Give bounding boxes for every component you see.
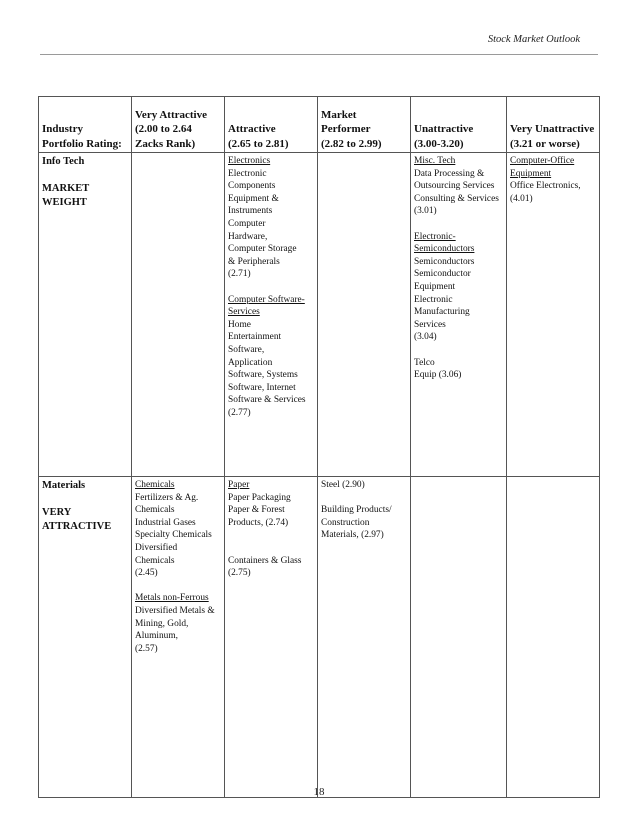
industry-name: Materials [42,480,86,491]
industry-group-line: Construction [321,517,370,528]
rating-line: ATTRACTIVE [42,521,112,532]
table-header-row [39,97,600,153]
rating-cell [318,477,411,798]
industry-group-line: Containers & Glass [228,555,302,566]
industry-group [414,357,503,382]
industry-group-line: Products, (2.74) [228,517,289,528]
portfolio-rating [42,506,128,534]
industry-group-line: Home [228,319,251,330]
column-header [132,97,225,153]
column-header-line: Portfolio Rating: [42,137,122,150]
industry-group-line: Chemicals [135,505,175,516]
industry-group-line: Services [414,319,446,330]
industry-group-title: Paper [228,480,250,490]
industry-group-line: Data Processing & [414,168,485,179]
industry-group-line: Steel (2.90) [321,480,365,490]
industry-group-line: Software, Internet [228,382,296,393]
industry-group [510,155,596,205]
rating-line: VERY [42,507,72,518]
industry-group-line: Software, Systems [228,370,298,381]
industry-group-title: Services [228,307,260,318]
industry-group-line: Materials, (2.97) [321,530,384,541]
header-rule [40,54,598,55]
rating-cell [225,477,318,798]
industry-group-title: Chemicals [135,480,175,490]
industry-group-line: Software, [228,344,265,355]
industry-group-line: (2.77) [228,407,251,418]
industry-rating-table [38,96,600,798]
industry-group-line: Equipment & [228,193,279,204]
industry-group [228,479,314,529]
rating-cell [225,153,318,477]
industry-group-line: Hardware, [228,231,268,242]
rating-cell [132,153,225,477]
industry-group-line: Computer [228,218,266,229]
industry-group-line: (2.75) [228,568,251,579]
industry-group-line: (2.57) [135,643,158,654]
column-header-line: Very Unattractive [510,123,595,135]
industry-group-line: (4.01) [510,193,533,204]
column-header-line: (2.00 to 2.64 [135,123,192,135]
column-header [39,97,132,153]
running-head: Stock Market Outlook [487,34,580,45]
column-header-line: (3.21 or worse) [510,137,580,150]
column-header [411,97,507,153]
industry-group-line: Diversified Metals & [135,605,215,616]
industry-group-line: Equipment [414,281,456,292]
column-header-line: Very Attractive [135,108,207,121]
industry-group-line: Specialty Chemicals [135,530,212,541]
rating-cell [507,477,600,798]
industry-group [414,231,503,344]
industry-group-title: Misc. Tech [414,156,456,166]
industry-group-line: (2.71) [228,269,251,280]
industry-group [228,542,314,580]
industry-cell [39,153,132,477]
industry-group [228,155,314,281]
industry-group-line: Equip (3.06) [414,370,462,381]
industry-group-line: Software & Services [228,395,306,406]
column-header-line: Market [321,108,357,121]
table-row [39,477,600,798]
industry-group-title: Electronics [228,156,271,166]
rating-cell [507,153,600,477]
industry-group-line: Telco [414,357,435,368]
industry-group-line: Building Products/ [321,505,392,516]
industry-group-line: Manufacturing [414,307,470,318]
column-header-line: Unattractive [414,123,474,135]
industry-group-line: Instruments [228,206,273,217]
column-header-line: Zacks Rank) [135,137,196,150]
column-header-line: (2.82 to 2.99) [321,137,382,150]
industry-group-line: Mining, Gold, [135,618,189,629]
industry-cell [39,477,132,798]
industry-group-title: Equipment [510,168,552,179]
column-header [225,97,318,153]
industry-group-line: Consulting & Services [414,193,499,204]
industry-group-line: Diversified [135,542,178,553]
industry-group-line: Office Electronics, [510,181,581,192]
industry-group-line: Chemicals [135,555,175,566]
page-number: 18 [313,786,325,798]
column-header-line: Performer [321,123,371,135]
table-row [39,153,600,477]
industry-name: Info Tech [42,156,85,167]
industry-group-title: Computer-Office [510,156,575,166]
industry-group [321,479,407,492]
industry-group-line: Electronic [414,294,453,305]
rating-cell [411,477,507,798]
industry-group-line: Semiconductor [414,269,471,280]
industry-group-line: Paper & Forest [228,505,285,516]
industry-group-line: Industrial Gases [135,517,196,528]
industry-group [228,294,314,420]
rating-cell [318,153,411,477]
industry-group-line: Entertainment [228,332,282,343]
rating-cell [411,153,507,477]
industry-group [135,592,221,655]
industry-group-line [228,542,314,555]
industry-group-line: Paper Packaging [228,492,291,503]
industry-group-line: Outsourcing Services [414,181,495,192]
industry-group [135,479,221,580]
portfolio-rating [42,182,128,210]
industry-group-line: & Peripherals [228,256,280,267]
industry-group-title: Electronic- [414,231,456,242]
rating-line: WEIGHT [42,197,87,208]
industry-group-title: Computer Software- [228,294,305,305]
industry-group-line: Components [228,181,276,192]
industry-group-line: (2.45) [135,568,158,579]
industry-group-line: Semiconductors [414,256,475,267]
industry-group-line: Computer Storage [228,244,297,255]
industry-group [321,504,407,542]
industry-group [414,155,503,218]
column-header-line: Industry [42,123,83,135]
industry-group-line: (3.01) [414,206,437,217]
industry-group-line: Aluminum, [135,631,178,642]
industry-group-line: (3.04) [414,332,437,343]
column-header [318,97,411,153]
column-header [507,97,600,153]
column-header-line: (3.00-3.20) [414,137,464,150]
industry-group-line: Electronic [228,168,267,179]
industry-group-line: Fertilizers & Ag. [135,492,199,503]
rating-cell [132,477,225,798]
rating-line: MARKET [42,183,90,194]
column-header-line: (2.65 to 2.81) [228,137,289,150]
industry-group-title: Semiconductors [414,244,475,255]
column-header-line: Attractive [228,123,276,135]
industry-group-line: Application [228,357,273,368]
industry-group-title: Metals non-Ferrous [135,593,209,604]
